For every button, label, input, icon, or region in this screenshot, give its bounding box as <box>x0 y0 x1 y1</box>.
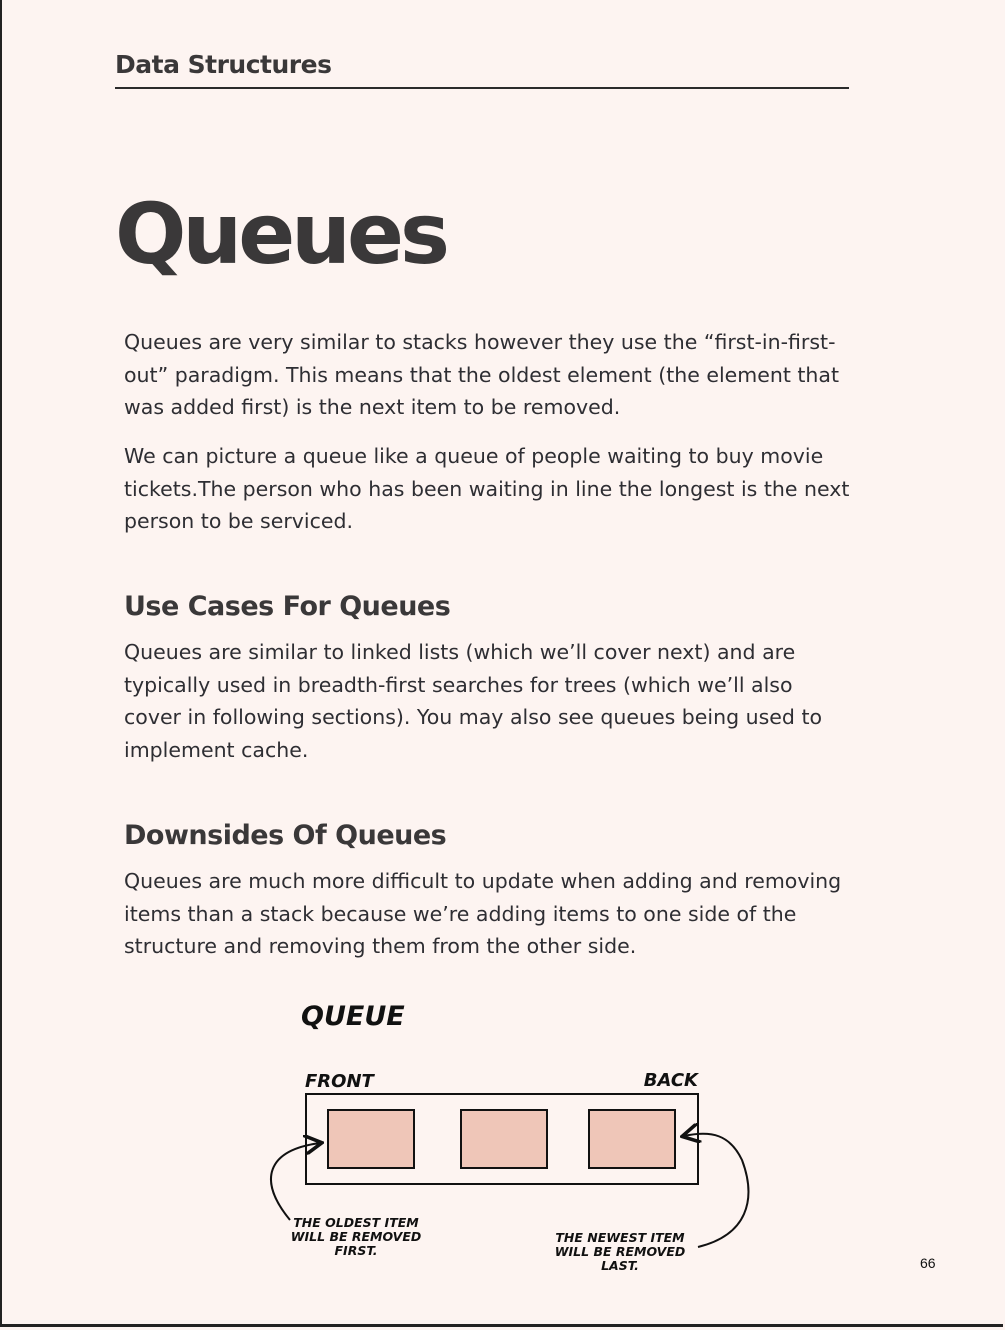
queue-item-oldest <box>328 1110 414 1168</box>
newest-note-line-3: LAST. <box>601 1258 639 1273</box>
header-divider <box>115 87 849 89</box>
page-title: Queues <box>115 185 446 283</box>
newest-note-line-2: WILL BE REMOVED <box>554 1244 686 1259</box>
diagram-title: QUEUE <box>301 1001 405 1032</box>
downsides-paragraph: Queues are much more difficult to update when adding and removing items than a stack because we’re adding items to one side of the structure and removing them from the other side. <box>124 869 842 959</box>
queue-diagram <box>252 990 772 1290</box>
back-label: BACK <box>643 1070 698 1091</box>
queue-item-middle <box>461 1110 547 1168</box>
enqueue-arrow <box>684 1134 748 1247</box>
downsides-heading: Downsides Of Queues <box>124 820 447 851</box>
running-header-title: Data Structures <box>115 50 332 79</box>
intro-paragraph-1: Queues are very similar to stacks however they use the “first-in-first-out” paradigm. This means that the oldest element (the element that was added first) is the next item to be removed. <box>124 330 840 420</box>
page-number: 66 <box>920 1255 936 1271</box>
intro-paragraph-2: We can picture a queue like a queue of people waiting to buy movie tickets.The person who has been waiting in line the longest is the next person to be serviced. <box>124 444 850 534</box>
use-cases-paragraph: Queues are similar to linked lists (which we’ll cover next) and are typically used in breadth-first searches for trees (which we’ll also cover in following sections). You may also see queues being used to implement cache. <box>124 640 823 763</box>
front-label: FRONT <box>305 1071 374 1092</box>
dequeue-arrow <box>271 1143 320 1220</box>
oldest-note-line-1: THE OLDEST ITEM <box>293 1215 419 1230</box>
newest-note-line-1: THE NEWEST ITEM <box>555 1230 685 1245</box>
use-cases-heading: Use Cases For Queues <box>124 591 451 622</box>
oldest-note-line-2: WILL BE REMOVED <box>290 1229 422 1244</box>
queue-item-newest <box>589 1110 675 1168</box>
oldest-note-line-3: FIRST. <box>334 1243 378 1258</box>
